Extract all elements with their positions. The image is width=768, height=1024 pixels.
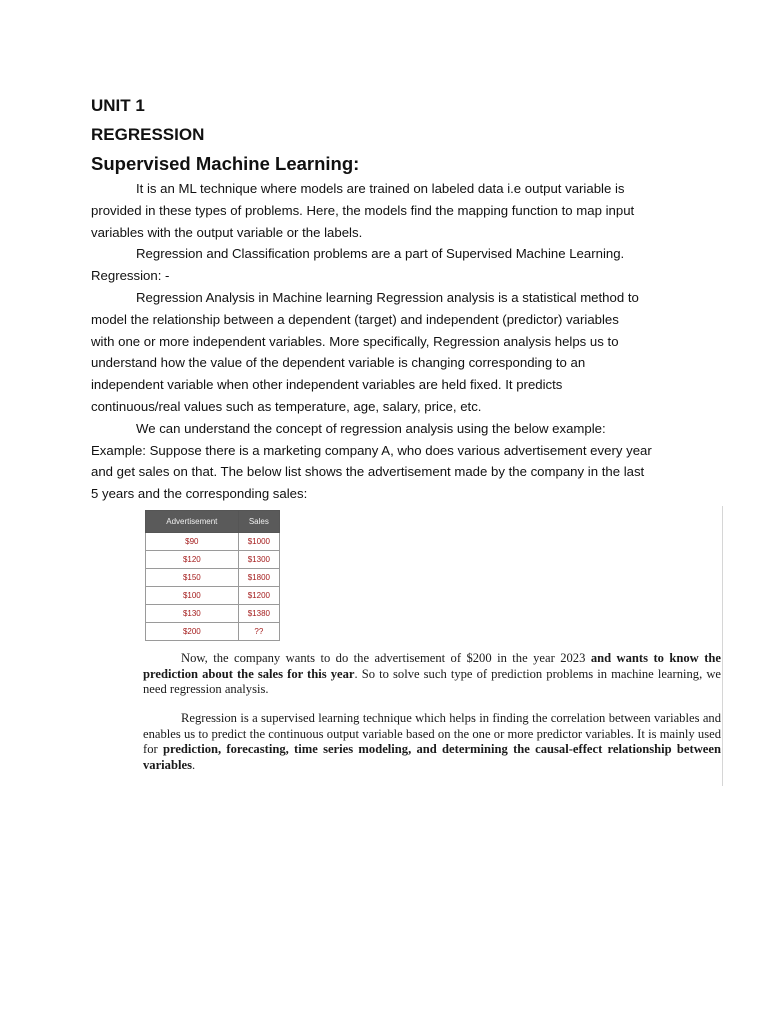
table-header-sales: Sales — [238, 511, 279, 533]
para1-text-a: Now, the company wants to do the advertisement of $200 in the year 2023 — [181, 651, 591, 665]
p5-line-2: and get sales on that. The below list shows the advertisement made by the company in the last — [91, 464, 645, 480]
table-row — [146, 551, 280, 569]
supervised-learning-heading: Supervised Machine Learning: — [91, 153, 360, 174]
para2-text-c: . — [191, 757, 196, 772]
para2-bold: prediction, forecasting, time series modeling, and determining the causal-effect relationship between variables — [143, 742, 721, 772]
p1-line-1: It is an ML technique where models are trained on labeled data i.e output variable is — [136, 181, 625, 196]
figure-border — [722, 506, 723, 786]
table-row — [146, 587, 280, 605]
table-cell: $120 — [146, 551, 239, 569]
table-cell: ?? — [238, 623, 279, 641]
p4-line: We can understand the concept of regression analysis using the below example: — [136, 420, 606, 436]
para1-text-c: . So to solve such type of prediction problems in machine learning, we need regression analysis. — [143, 666, 722, 696]
table-cell: $1380 — [238, 605, 279, 623]
p5-line-3: 5 years and the corresponding sales: — [91, 486, 308, 502]
embedded-figure — [134, 506, 723, 786]
table-cell: $1800 — [238, 569, 279, 587]
advertisement-sales-table — [145, 510, 280, 641]
p3-line-2: model the relationship between a dependent (target) and independent (predictor) variables — [91, 311, 619, 327]
body-text — [91, 178, 681, 505]
p2-line: Regression and Classification problems are a part of Supervised Machine Learning. — [136, 246, 625, 262]
table-cell: $150 — [146, 569, 239, 587]
table-cell: $90 — [146, 533, 239, 551]
p1-line-2: provided in these types of problems. Here, the models find the mapping function to map input — [91, 202, 635, 218]
table-row — [146, 569, 280, 587]
table-cell: $1300 — [238, 551, 279, 569]
p3-line-3: with one or more independent variables. More specifically, Regression analysis helps us to — [91, 333, 619, 349]
regression-heading: REGRESSION — [91, 125, 205, 144]
figure-paragraph-prediction — [143, 651, 721, 698]
p5-line-1: Example: Suppose there is a marketing company A, who does various advertisement every year — [91, 442, 652, 458]
p3-line-5: independent variable when other independent variables are held fixed. It predicts — [91, 377, 563, 393]
table-row — [146, 623, 280, 641]
regression-label: Regression: - — [91, 268, 170, 284]
p3-line-6: continuous/real values such as temperature, age, salary, price, etc. — [91, 398, 482, 414]
table-row — [146, 605, 280, 623]
p3-line-4: understand how the value of the dependent variable is changing corresponding to an — [91, 355, 586, 371]
table-header-row — [146, 511, 280, 533]
para1-bold: and wants to know the prediction about the sales for this year — [143, 651, 721, 681]
table-cell: $200 — [146, 623, 239, 641]
table-row — [146, 533, 280, 551]
figure-paragraph-regression — [143, 711, 721, 773]
table-cell: $1000 — [238, 533, 279, 551]
table-cell: $130 — [146, 605, 239, 623]
unit-heading: UNIT 1 — [91, 96, 145, 115]
p1-line-3: variables with the output variable or the labels. — [91, 224, 363, 240]
table-cell: $1200 — [238, 587, 279, 605]
table-header-advertisement: Advertisement — [146, 511, 239, 533]
para2-text-a: Regression is a supervised learning technique which helps in finding the correlation between variables and enables us to predict the continuous output variable based on the one or more predictor variables. It is mainly used for — [143, 711, 721, 756]
table-cell: $100 — [146, 587, 239, 605]
p3-line-1: Regression Analysis in Machine learning Regression analysis is a statistical method to — [136, 289, 639, 305]
